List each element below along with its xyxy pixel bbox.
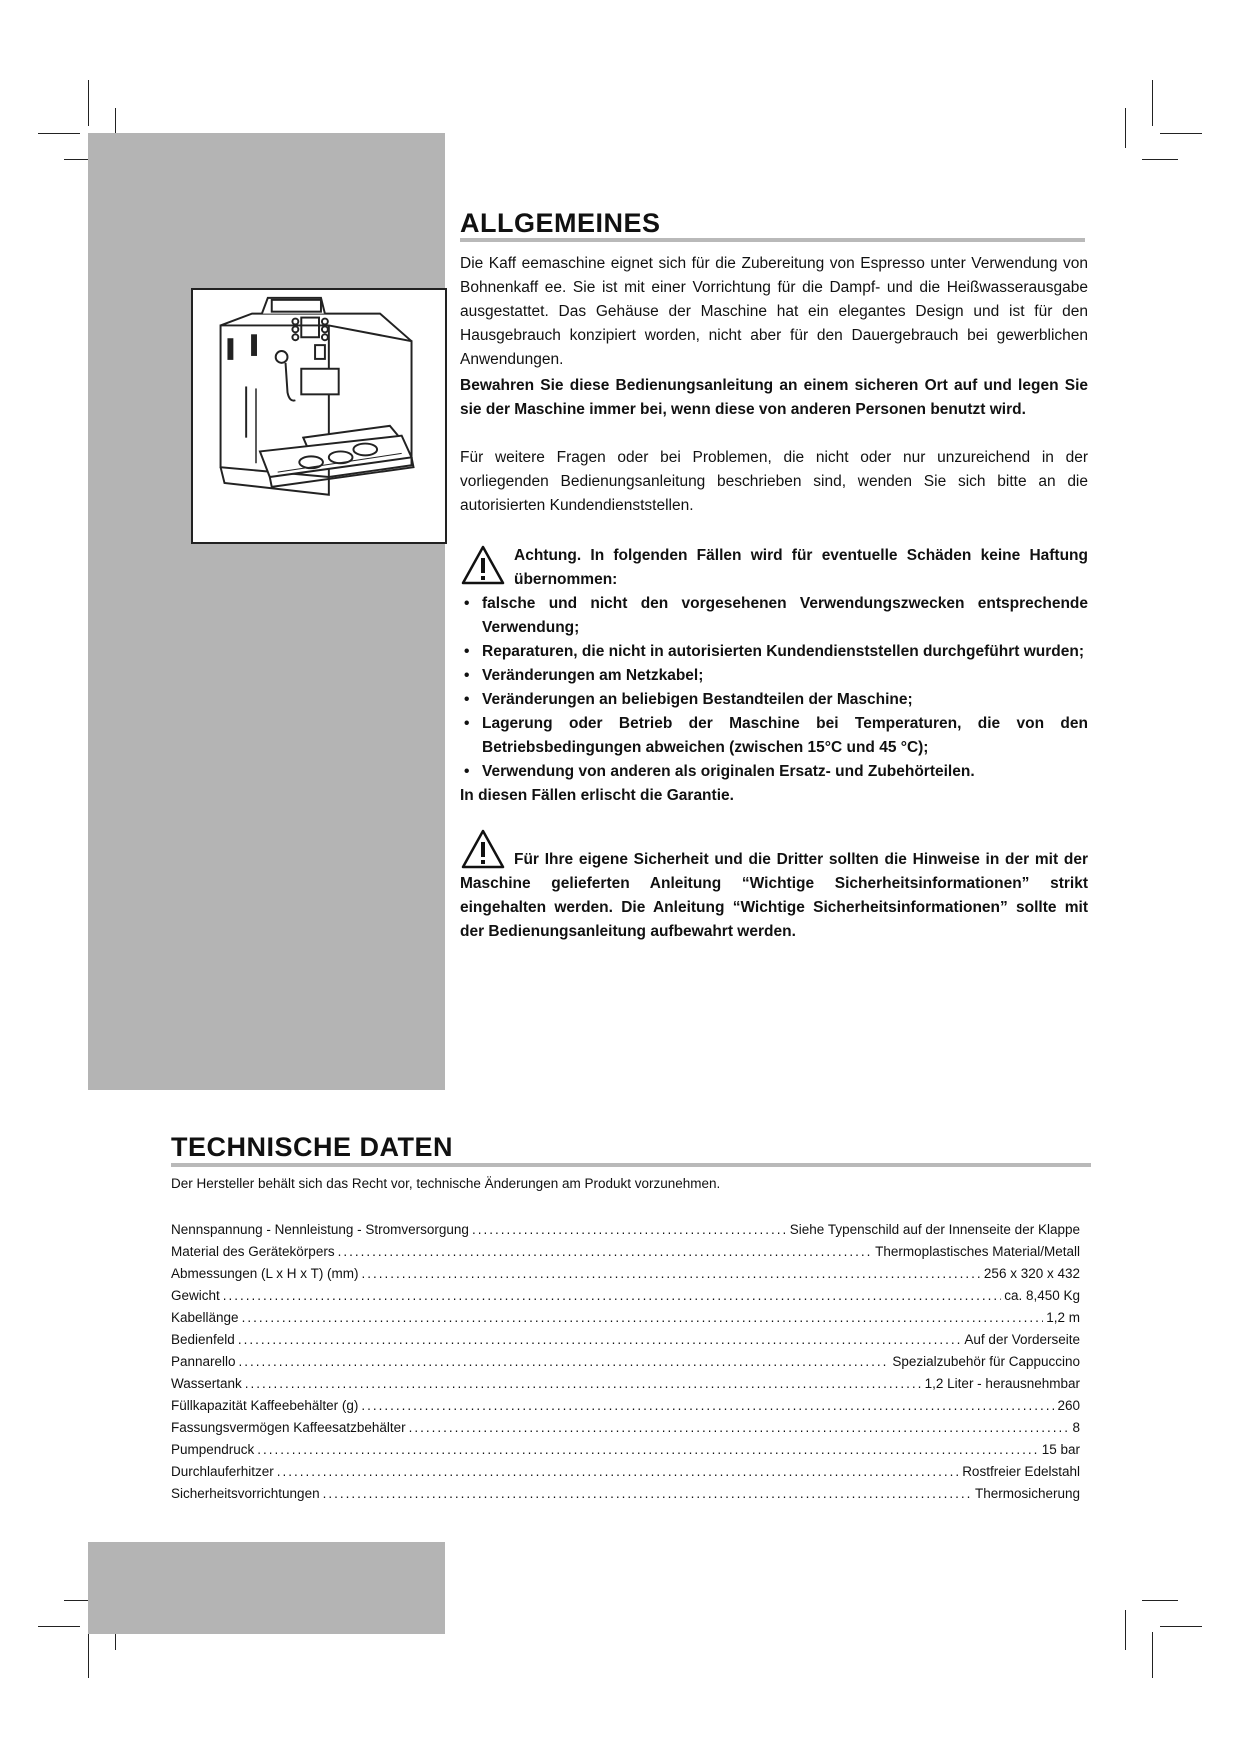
table-row (171, 1439, 1080, 1461)
dot-leader (245, 1373, 922, 1395)
spec-value: 15 bar (1041, 1442, 1080, 1457)
crop-mark (88, 80, 89, 126)
table-row (171, 1241, 1080, 1263)
spec-value: Siehe Typenschild auf der Innenseite der Klappe (789, 1222, 1080, 1237)
footer-gray-block (88, 1542, 445, 1634)
section-title-technical: TECHNISCHE DATEN (171, 1132, 454, 1162)
spec-label: Fassungsvermögen Kaffeesatzbehälter (171, 1420, 406, 1435)
spec-label: Pumpendruck (171, 1442, 255, 1457)
section-title-underline (460, 238, 1085, 242)
crop-mark (1125, 108, 1126, 148)
liability-warning (460, 544, 1088, 808)
safety-text: Für Ihre eigene Sicherheit und die Dritter sollten die Hinweise in der mit der Maschine gelieferten Anleitung “Wichtige Sicherheitsinformationen” strikt eingehalten werden. Die Anleitung “Wichtige Sicherheitsinformationen” sollte mit der Bedienungsanleitung aufbewahrt werden. (460, 851, 1088, 940)
spec-value: 260 (1057, 1398, 1080, 1413)
general-paragraph: Die Kaff eemaschine eignet sich für die Zubereitung von Espresso unter Verwendung von Bohnenkaff ee. Sie ist mit einer Vorrichtung für die Dampf- und die Heißwasserausgabe ausgestattet. Das Gehäuse der Maschine hat ein elegantes Design und ist für den Hausgebrauch konzipiert worden, nicht aber für den Dauergebrauch bei gewerblichen Anwendungen. (460, 255, 1088, 368)
table-row (171, 1219, 1080, 1241)
spec-value: Spezialzubehör für Cappuccino (892, 1354, 1080, 1369)
list-item: • Reparaturen, die nicht in autorisierten Kundendienststellen durchgeführt wurden; (460, 640, 1088, 664)
technical-spec-table (171, 1219, 1080, 1505)
spec-value: Rostfreier Edelstahl (962, 1464, 1080, 1479)
spec-label: Pannarello (171, 1354, 236, 1369)
safety-warning (460, 830, 1088, 944)
general-support (460, 446, 1088, 518)
dot-leader (242, 1307, 1044, 1329)
section-title-underline (171, 1163, 1091, 1167)
spec-label: Material des Gerätekörpers (171, 1244, 335, 1259)
coffee-machine-illustration (191, 288, 447, 544)
crop-mark (1142, 159, 1178, 160)
spec-label: Sicherheitsvorrichtungen (171, 1486, 320, 1501)
crop-mark (1160, 1626, 1202, 1627)
spec-value: Thermosicherung (974, 1486, 1080, 1501)
warning-heading: Achtung. In folgenden Fällen wird für eventuelle Schäden keine Haftung übernommen: (514, 547, 1088, 588)
general-paragraph: Für weitere Fragen oder bei Problemen, die nicht oder nur unzureichend in der vorliegenden Bedienungsanleitung beschrieben sind, wenden Sie sich bitte an die autorisierten Kundendienststellen. (460, 449, 1088, 514)
spec-label: Füllkapazität Kaffeebehälter (g) (171, 1398, 359, 1413)
general-intro (460, 252, 1088, 372)
spec-label: Nennspannung - Nennleistung - Stromversorgung (171, 1222, 469, 1237)
coffee-machine-drawing (193, 290, 445, 542)
list-item: • falsche und nicht den vorgesehenen Verwendungszwecken entsprechende Verwendung; (460, 592, 1088, 640)
spec-label: Wassertank (171, 1376, 242, 1391)
crop-mark (1160, 133, 1202, 134)
table-row (171, 1351, 1080, 1373)
table-row (171, 1329, 1080, 1351)
spec-value: 1,2 m (1046, 1310, 1080, 1325)
spec-label: Durchlauferhitzer (171, 1464, 274, 1479)
general-bold-paragraph: Bewahren Sie diese Bedienungsanleitung an einem sicheren Ort auf und legen Sie sie der Maschine immer bei, wenn diese von anderen Personen benutzt wird. (460, 377, 1088, 418)
dot-leader (239, 1351, 890, 1373)
spec-value: ca. 8,450 Kg (1004, 1288, 1080, 1303)
dot-leader (257, 1439, 1038, 1461)
dot-leader (223, 1285, 1001, 1307)
crop-mark (38, 133, 80, 134)
dot-leader (409, 1417, 1070, 1439)
spec-value: Auf der Vorderseite (964, 1332, 1080, 1347)
sidebar-gray-block (88, 133, 445, 1090)
table-row (171, 1263, 1080, 1285)
spec-label: Gewicht (171, 1288, 220, 1303)
dot-leader (238, 1329, 962, 1351)
list-item: • Lagerung oder Betrieb der Maschine bei Temperaturen, die von den Betriebsbedingungen abweichen (zwischen 15°C und 45 °C); (460, 712, 1088, 760)
warranty-note: In diesen Fällen erlischt die Garantie. (460, 787, 734, 804)
spec-label: Abmessungen (L x H x T) (mm) (171, 1266, 359, 1281)
crop-mark (88, 1632, 89, 1678)
spec-label: Kabellänge (171, 1310, 239, 1325)
dot-leader (472, 1219, 787, 1241)
spec-value: 1,2 Liter - herausnehmbar (924, 1376, 1080, 1391)
table-row (171, 1307, 1080, 1329)
list-item: • Veränderungen am Netzkabel; (460, 664, 1088, 688)
crop-mark (1152, 1632, 1153, 1678)
general-notice (460, 374, 1088, 422)
spec-label: Bedienfeld (171, 1332, 235, 1347)
technical-intro: Der Hersteller behält sich das Recht vor, technische Änderungen am Produkt vorzunehmen. (171, 1176, 721, 1191)
table-row (171, 1285, 1080, 1307)
dot-leader (338, 1241, 873, 1263)
crop-mark (38, 1626, 80, 1627)
section-title-general: ALLGEMEINES (460, 208, 661, 238)
spec-value: 8 (1072, 1420, 1080, 1435)
liability-list (460, 592, 1088, 784)
table-row (171, 1461, 1080, 1483)
list-item: • Verwendung von anderen als originalen Ersatz- und Zubehörteilen. (460, 760, 1088, 784)
table-row (171, 1373, 1080, 1395)
crop-mark (1152, 80, 1153, 126)
table-row (171, 1417, 1080, 1439)
list-item: • Veränderungen an beliebigen Bestandteilen der Maschine; (460, 688, 1088, 712)
dot-leader (323, 1483, 972, 1505)
spec-value: Thermoplastisches Material/Metall (875, 1244, 1080, 1259)
dot-leader (361, 1395, 1054, 1417)
spec-value: 256 x 320 x 432 (983, 1266, 1080, 1281)
warning-triangle-icon (460, 828, 506, 870)
crop-mark (1142, 1600, 1178, 1601)
table-row (171, 1483, 1080, 1505)
crop-mark (1125, 1610, 1126, 1650)
dot-leader (277, 1461, 959, 1483)
warning-triangle-icon (460, 544, 506, 586)
dot-leader (362, 1263, 981, 1285)
table-row (171, 1395, 1080, 1417)
